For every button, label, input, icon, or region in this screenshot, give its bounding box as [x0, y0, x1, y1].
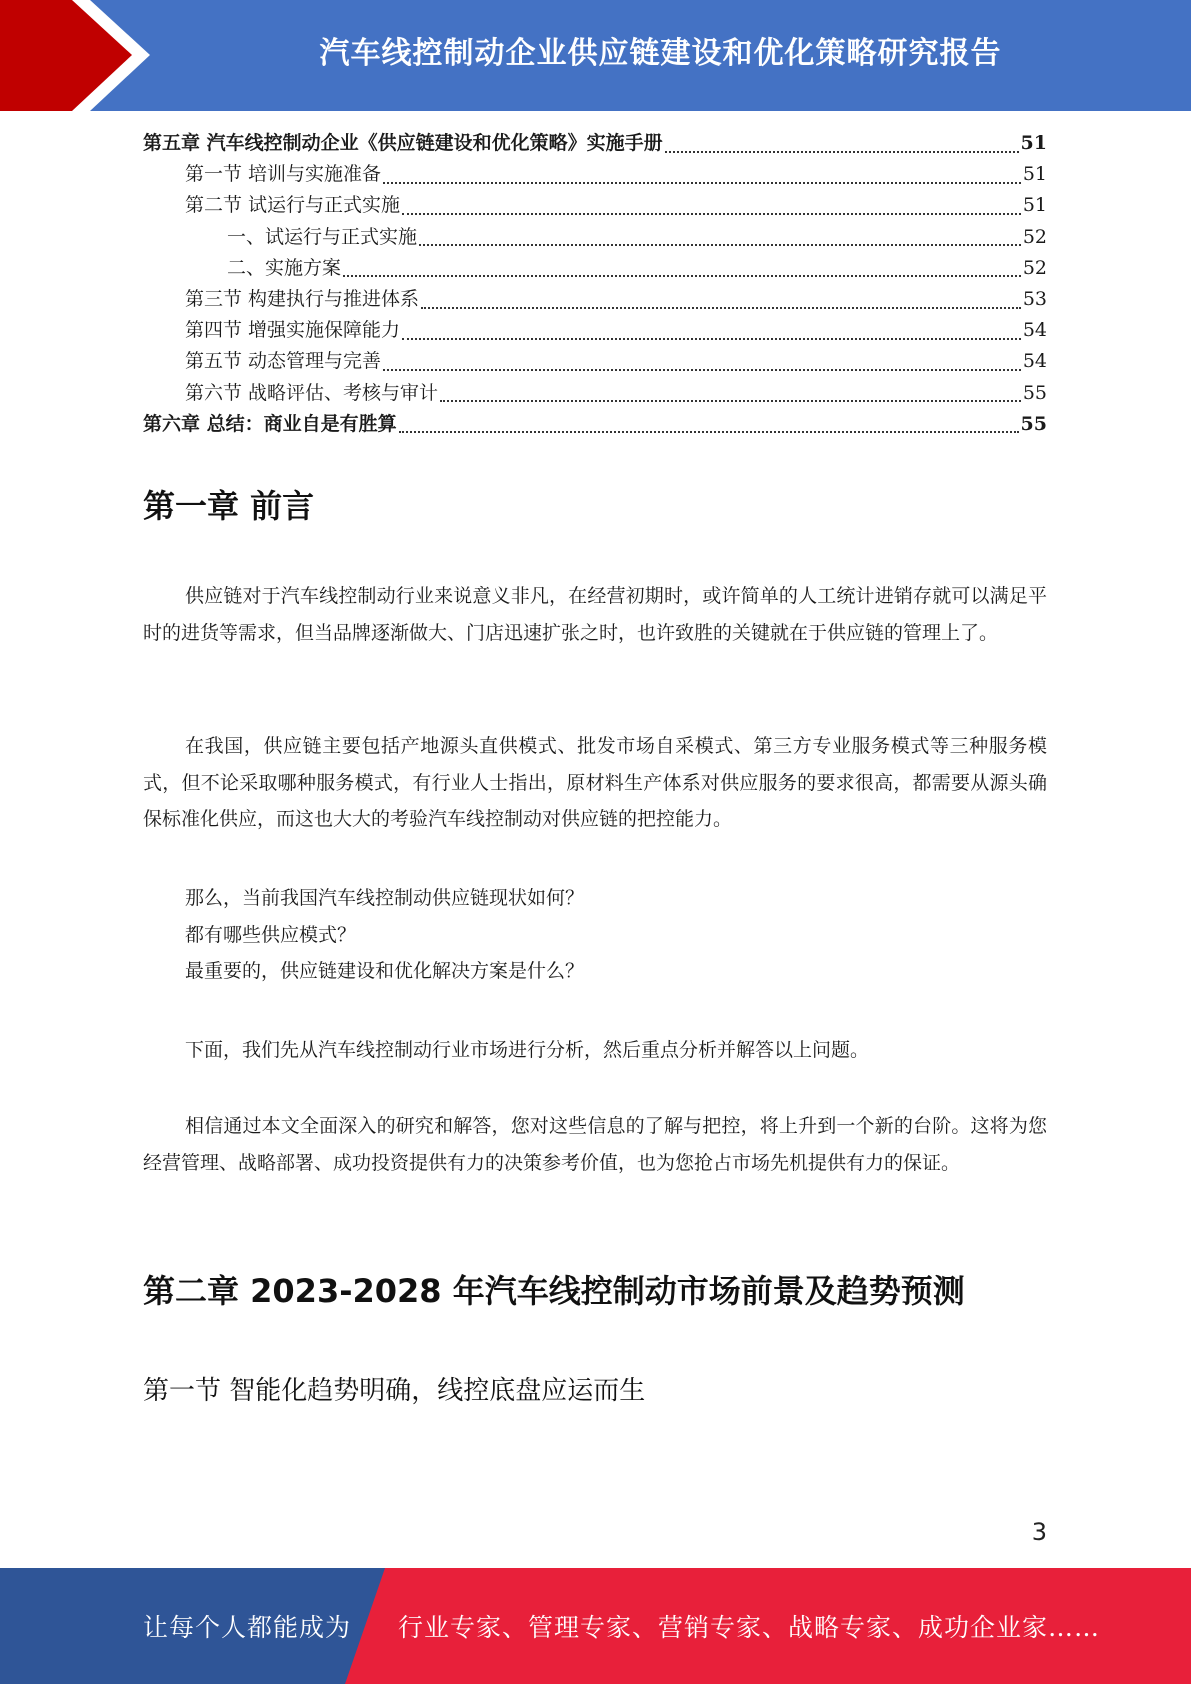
footer-slogan-left: 让每个人都能成为 — [143, 1613, 352, 1642]
toc-dot-leader — [665, 151, 1019, 153]
chapter-1-heading: 第一章 前言 — [143, 487, 315, 525]
toc-entry[interactable] — [143, 284, 1047, 315]
toc-entry[interactable] — [143, 409, 1047, 440]
toc-entry-title: 第四节 增强实施保障能力 — [185, 319, 401, 342]
toc-dot-leader — [402, 338, 1021, 340]
toc-entry-page: 52 — [1022, 256, 1047, 279]
toc-entry-page: 51 — [1020, 132, 1047, 154]
header-title: 汽车线控制动企业供应链建设和优化策略研究报告 — [319, 36, 1002, 71]
chapter-1-paragraph-2: 在我国，供应链主要包括产地源头直供模式、批发市场自采模式、第三方专业服务模式等三种服务模式，但不论采取哪种服务模式，有行业人士指出，原材料生产体系对供应服务的要求很高，都需要从源头确保标准化供应，而这也大大的考验汽车线控制动对供应链的把控能力。 — [143, 735, 1047, 830]
toc-entry-page: 51 — [1022, 194, 1047, 217]
toc-dot-leader — [421, 307, 1021, 309]
toc-entry-title: 第三节 构建执行与推进体系 — [185, 287, 420, 310]
table-of-contents — [143, 128, 1047, 440]
toc-entry-title: 二、实施方案 — [227, 256, 342, 279]
toc-entry-title: 第六节 战略评估、考核与审计 — [185, 381, 439, 404]
toc-entry-page: 54 — [1022, 350, 1047, 373]
chapter-1-paragraph-3: 下面，我们先从汽车线控制动行业市场进行分析，然后重点分析并解答以上问题。 — [185, 1039, 870, 1061]
toc-entry-page: 51 — [1022, 163, 1047, 186]
toc-dot-leader — [440, 400, 1021, 402]
toc-entry[interactable] — [143, 378, 1047, 409]
toc-entry-title: 第六章 总结：商业自是有胜算 — [143, 412, 397, 435]
toc-entry-page: 54 — [1022, 319, 1047, 342]
toc-entry[interactable] — [143, 128, 1047, 159]
toc-dot-leader — [343, 275, 1021, 277]
toc-entry[interactable] — [143, 159, 1047, 190]
toc-entry-title: 一、试运行与正式实施 — [227, 225, 418, 248]
question-2: 都有哪些供应模式？ — [185, 923, 357, 946]
chapter-2-heading: 第二章 2023-2028 年汽车线控制动市场前景及趋势预测 — [143, 1272, 965, 1310]
toc-dot-leader — [399, 431, 1019, 433]
toc-entry-title: 第二节 试运行与正式实施 — [185, 194, 401, 217]
toc-entry-page: 53 — [1022, 287, 1047, 310]
page-footer — [0, 1568, 1191, 1684]
page-header — [0, 0, 1191, 111]
chapter-1-paragraph-4: 相信通过本文全面深入的研究和解答，您对这些信息的了解与把控，将上升到一个新的台阶。这将为您经营管理、战略部署、成功投资提供有力的决策参考价值，也为您抢占市场先机提供有力的保证。 — [143, 1115, 1047, 1174]
toc-entry-title: 第五章 汽车线控制动企业《供应链建设和优化策略》实施手册 — [143, 132, 663, 154]
toc-entry[interactable] — [143, 222, 1047, 253]
chapter-1-paragraph-1: 供应链对于汽车线控制动行业来说意义非凡，在经营初期时，或许简单的人工统计进销存就可以满足平时的进货等需求，但当品牌逐渐做大、门店迅速扩张之时，也许致胜的关键就在于供应链的管理上了。 — [143, 585, 1047, 644]
toc-entry-page: 52 — [1022, 225, 1047, 248]
toc-dot-leader — [419, 244, 1021, 246]
toc-dot-leader — [383, 369, 1021, 371]
toc-dot-leader — [402, 213, 1021, 215]
question-list — [143, 880, 1047, 990]
toc-dot-leader — [383, 182, 1021, 184]
toc-entry-page: 55 — [1020, 412, 1047, 435]
chapter-2-section-1-heading: 第一节 智能化趋势明确，线控底盘应运而生 — [143, 1376, 646, 1406]
toc-entry[interactable] — [143, 190, 1047, 221]
question-1: 那么，当前我国汽车线控制动供应链现状如何？ — [185, 887, 585, 909]
toc-entry[interactable] — [143, 253, 1047, 284]
toc-entry-title: 第一节 培训与实施准备 — [185, 163, 382, 186]
toc-entry-title: 第五节 动态管理与完善 — [185, 350, 382, 373]
footer-slogan-right: 行业专家、管理专家、营销专家、战略专家、成功企业家…… — [398, 1613, 1101, 1642]
toc-entry[interactable] — [143, 346, 1047, 377]
toc-entry[interactable] — [143, 315, 1047, 346]
toc-entry-page: 55 — [1022, 381, 1047, 404]
page-number: 3 — [1031, 1518, 1047, 1546]
question-3: 最重要的，供应链建设和优化解决方案是什么？ — [185, 960, 585, 982]
